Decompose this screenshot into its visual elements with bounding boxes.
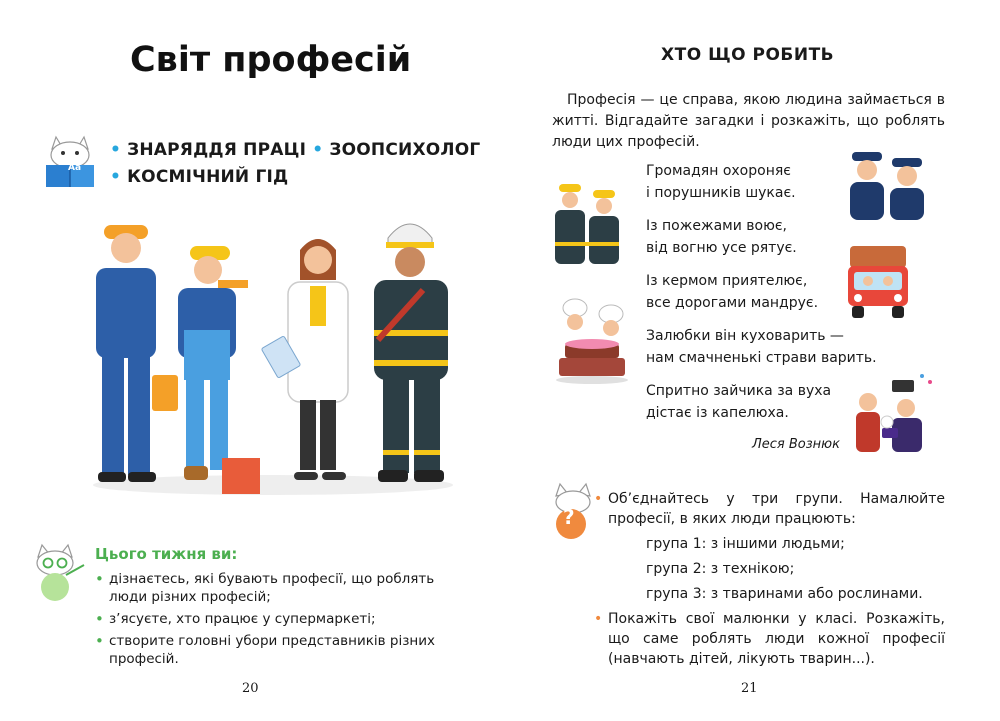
firefighter-figure — [374, 224, 448, 482]
riddle-line: Із пожежами воює, — [646, 218, 788, 234]
list-item: • дізнаєтесь, які бувають професії, що роблять люди різних професій; — [95, 570, 455, 606]
topics-list — [110, 137, 480, 191]
task-1 — [594, 489, 945, 529]
week-heading: Цього тижня ви: — [95, 545, 238, 563]
riddle-line: все дорогами мандрує. — [646, 295, 819, 311]
page-number-left: 20 — [242, 681, 259, 696]
section-title: ХТО ЩО РОБИТЬ — [661, 45, 835, 65]
cat-glasses-icon — [28, 545, 88, 603]
magician-illustration — [852, 372, 942, 454]
topic-item: КОСМІЧНИЙ ГІД — [127, 167, 289, 187]
author: Леся Вознюк — [752, 437, 840, 452]
question-mark: ? — [563, 505, 575, 529]
group-item: група 1: з іншими людьми; — [646, 536, 845, 552]
week-list — [95, 570, 455, 672]
bullet: • — [110, 140, 122, 160]
group-item: група 2: з технікою; — [646, 561, 795, 577]
task-text: Покажіть свої малюнки у класі. Розкажіть, що саме роблять люди кожної професії (навчають дітей, лікують тварин...). — [608, 611, 945, 667]
task-text: Об’єднайтесь у три групи. Намалюйте професії, в яких люди працюють: — [608, 491, 945, 527]
truck-illustration — [846, 244, 910, 320]
riddle-line: дістає із капелюха. — [646, 405, 789, 421]
police-illustration — [846, 148, 928, 220]
riddle-line: Залюбки він куховарить — — [646, 328, 844, 344]
firefighters-illustration — [553, 182, 625, 266]
mechanic-figure — [96, 225, 178, 482]
riddle-1 — [646, 160, 796, 204]
intro-paragraph: Професія — це справа, якою людина займається в житті. Відгадайте загадки і розкажіть, що роблять люди цих професій. — [552, 92, 945, 150]
task-2 — [594, 609, 945, 669]
topic-item: ЗНАРЯДДЯ ПРАЦІ — [127, 140, 307, 160]
riddle-line: Із кермом приятелює, — [646, 273, 808, 289]
bullet: • — [312, 140, 324, 160]
workers-illustration — [78, 210, 468, 500]
riddle-2 — [646, 215, 797, 259]
riddle-line: і порушників шукає. — [646, 185, 796, 201]
riddle-line: Громадян охороняє — [646, 163, 791, 179]
riddle-3 — [646, 270, 818, 314]
book-icon-text: Aa — [68, 163, 82, 173]
bullet: • — [110, 167, 122, 187]
riddle-4 — [646, 325, 877, 369]
bullet: • — [594, 491, 603, 507]
doctor-figure — [261, 239, 348, 480]
list-item: • з’ясуєте, хто працює у супермаркеті; — [95, 610, 455, 628]
bullet: • — [594, 611, 603, 627]
riddle-line: Спритно зайчика за вуха — [646, 383, 832, 399]
page-number-right: 21 — [741, 681, 758, 696]
painter-figure — [178, 246, 260, 494]
riddle-5 — [646, 380, 831, 424]
list-item: • створите головні убори представників різних професій. — [95, 632, 455, 668]
riddle-line: нам смачненькі страви варить. — [646, 350, 877, 366]
riddle-line: від вогню усе рятує. — [646, 240, 797, 256]
topic-item: ЗООПСИХОЛОГ — [329, 140, 481, 160]
bakers-illustration — [553, 296, 631, 384]
page-title: Світ професій — [130, 40, 412, 80]
group-item: група 3: з тваринами або рослинами. — [646, 586, 923, 602]
